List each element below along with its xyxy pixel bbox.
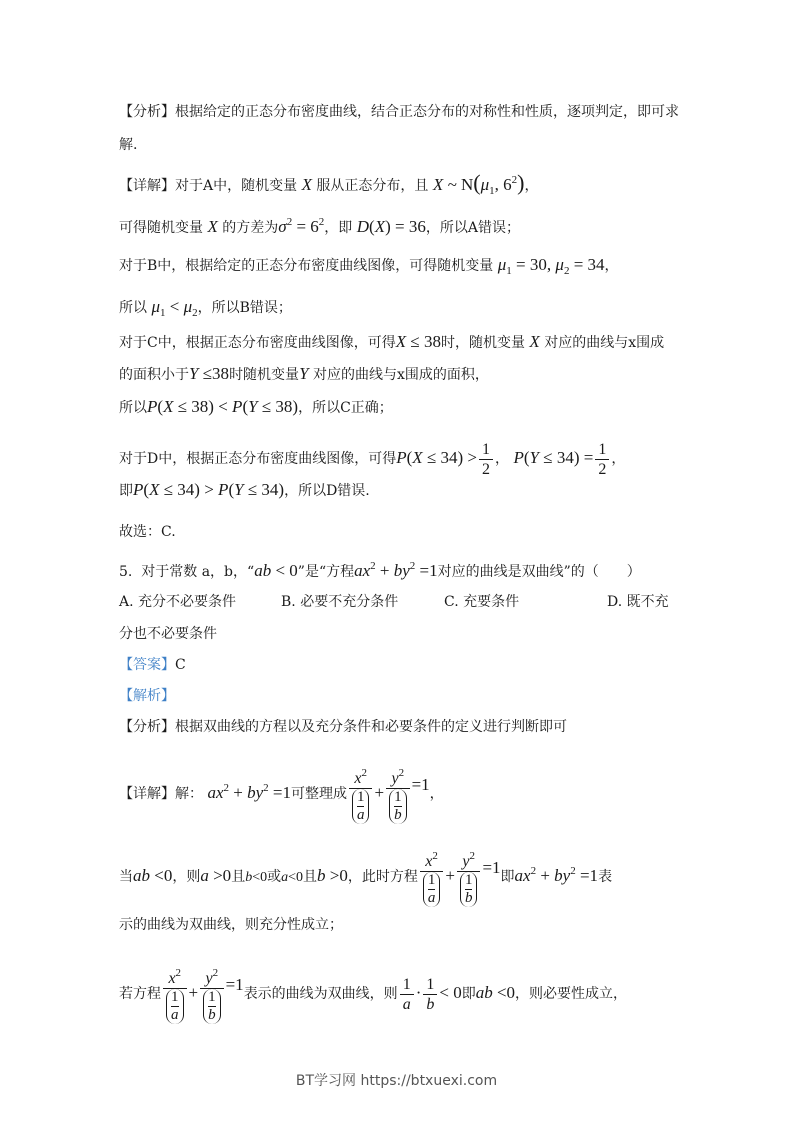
formula-x-le-38: X ≤ 38 [395, 332, 441, 351]
detail-d-line: 对于D中，根据正态分布密度曲线图像，可得P(X ≤ 34) > $\frac{1}{2}$ ， P(Y ≤ 34) = $\frac{1}{2}$ ， [119, 440, 626, 478]
formula-variance: $\sigma^2 = 6^2$ [278, 216, 325, 236]
detail-c-line-3: 所以P(X ≤ 38) < P(Y ≤ 38)，所以C正确； [119, 397, 393, 416]
formula-conic: $ax^2 + by^2 =1$ [207, 782, 291, 802]
fraction-x2-over-1a: $\frac{x^2}{\frac{1}{a}}$ [349, 764, 373, 824]
formula-py-34: P(Y ≤ 34) = [513, 448, 594, 467]
detail-tag: 【详解】 [119, 178, 175, 194]
analysis-line-2: 解. [119, 137, 138, 153]
conclusion: 故选：C. [119, 524, 176, 540]
detail-b-line: 对于B中，根据给定的正态分布密度曲线图像，可得随机变量 $\mu_1 = 30$, $\mu_2 = 34$， [119, 255, 619, 277]
analysis-tag: 【分析】 [119, 104, 175, 120]
detail-d-line-2: 即P(X ≤ 34) > P(Y ≤ 34)，所以D错误. [119, 480, 370, 499]
answer-line [119, 655, 186, 675]
option-b[interactable]: B. 必要不充分条件 [281, 594, 399, 610]
formula-p-compare-34: P(X ≤ 34) > P(Y ≤ 34) [133, 480, 285, 499]
detail-c-line-2: 的面积小于Y ≤38时随机变量Y 对应的曲线与x围成的面积， [119, 364, 489, 383]
formula-dx: D(X) = 36 [356, 217, 426, 236]
option-d[interactable]: D. 既不充 [607, 594, 669, 610]
formula-conic-eq: $ax^2 + by^2 =1$ [354, 560, 438, 580]
detail-c-line: 对于C中，根据正态分布密度曲线图像，可得X ≤ 38时，随机变量 X 对应的曲线与x围成 [119, 332, 665, 351]
option-a[interactable]: A. 充分不必要条件 [119, 594, 237, 610]
footer-watermark: BT学习网 https://btxuexi.com [295, 1073, 498, 1089]
option-d-continued: 分也不必要条件 [119, 626, 217, 642]
detail-5-line-4: 若方程 $\frac{x^2}{\frac{1}{a}}$ + $\frac{y^2}{\frac{1}{b}}$ =1表示的曲线为双曲线，则 $\frac{1}{a}$ · $\frac{1}{b}$ < 0即ab <0，则必要性成立， [119, 950, 627, 1029]
detail-5-line-3: 示的曲线为双曲线，则充分性成立； [119, 917, 343, 933]
formula-x-normal: X ~ $N(\mu_1$, $6^2$) [432, 170, 525, 197]
detail-b-line-2: 所以 $\mu_1 < \mu_2$，所以B错误； [119, 297, 292, 319]
fraction-y2-over-1b: $\frac{y^2}{\frac{1}{b}}$ [386, 764, 410, 824]
analysis-5-line: 【分析】根据双曲线的方程以及充分条件和必要条件的定义进行判断即可 [119, 719, 567, 735]
analysis-line-1 [119, 102, 679, 122]
formula-p-compare-38: P(X ≤ 38) < P(Y ≤ 38) [147, 397, 299, 416]
formula-mu-values: $\mu_1 = 30$, $\mu_2 = 34$ [497, 255, 605, 277]
answer-tag: 【答案】 [119, 657, 175, 673]
detail-5-line-2: 当ab <0，则a >0且b<0或a<0且b >0，此时方程 $\frac{x^2}{\frac{1}{a}}$ + $\frac{y^2}{\frac{1}{b}}$ =1即$ax^2 + by^2 =1$表 [119, 833, 612, 913]
option-c[interactable]: C. 充要条件 [444, 594, 520, 610]
detail-a-line-2: 可得随机变量 X 的方差为$\sigma^2 = 6^2$，即 D(X) = 36，所以A错误； [119, 216, 520, 236]
formula-mu-compare: $\mu_1 < \mu_2$ [151, 297, 198, 319]
question-5-stem: 5. 对于常数 a，b，“ab < 0”是“方程$ax^2 + by^2 =1$对应的曲线是双曲线”的（ ） [119, 560, 641, 580]
formula-y-le-38: Y ≤38 [189, 364, 230, 383]
formula-ab-lt-0: ab < 0 [254, 561, 298, 580]
answer-value: C [175, 657, 186, 673]
formula-px-34: P(X ≤ 34) > [396, 448, 478, 467]
analysis-text: 根据给定的正态分布密度曲线，结合正态分布的对称性和性质，逐项判定，即可求 [175, 104, 679, 120]
detail-a-line: 【详解】对于A中，随机变量 X 服从正态分布，且 X ~ $N(\mu_1$, $6^2$)， [119, 170, 539, 197]
detail-5-line-1: 【详解】解： $ax^2 + by^2 =1$可整理成 $\frac{x^2}{\frac{1}{a}}$ + $\frac{y^2}{\frac{1}{b}}$ =1， [119, 750, 444, 829]
explain-tag: 【解析】 [119, 688, 175, 704]
